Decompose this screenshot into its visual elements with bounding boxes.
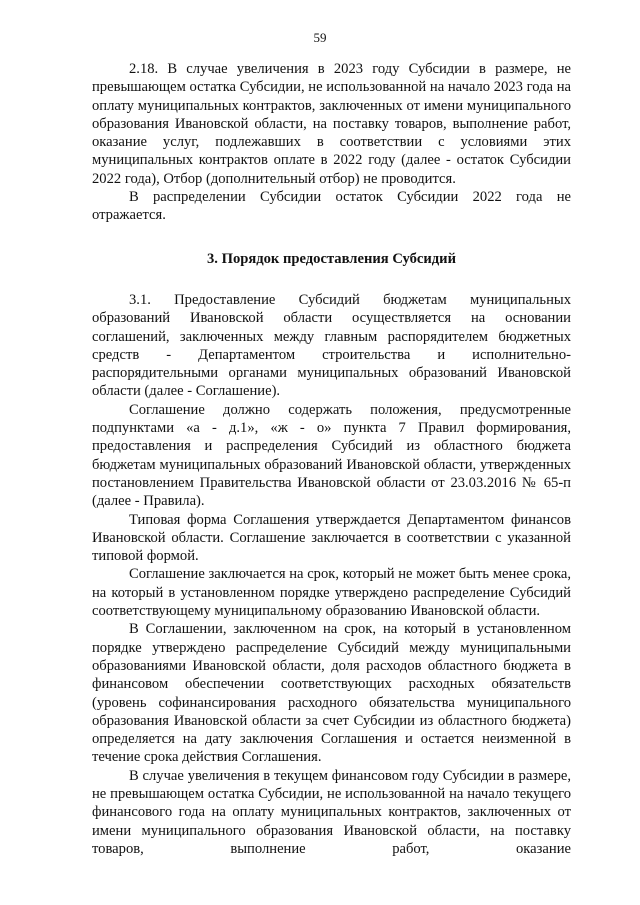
paragraph-cofinancing-share: В Соглашении, заключенном на срок, на который в установленном порядке утверждено распределение Субсидий между муниципальными образованиями Ивановской области, доля расходов областного бюджета в финансовом обеспечении соответствующих расходных обязательств (уровень софинансирования расходного обязательства муниципального образования Ивановской области за счет Субсидии из областного бюджета) определяется на дату заключения Соглашения и остается неизменной в течение срока действия Соглашения. xyxy=(92,621,571,766)
section-heading: 3. Порядок предоставления Субсидий xyxy=(207,250,456,267)
page-number: 59 xyxy=(313,30,327,45)
paragraph-subsidy-increase: В случае увеличения в текущем финансовом году Субсидии в размере, не превышающем остатка Субсидии, не использованной на начало текущего финансового года на оплату муниципальных контрактов, заключенных от имени муниципального образования Ивановской области, на поставку товаров, выполнение работ, оказание xyxy=(92,767,571,857)
paragraph-3-1: 3.1. Предоставление Субсидий бюджетам муниципальных образований Ивановской области осуществляется на основании соглашений, заключенных между главным распорядителем бюджетных средств - Департаментом строительства и исполнительно-распорядительными органами муниципальных образований Ивановской области (далее - Соглашение). xyxy=(92,291,571,400)
paragraph-2-18: 2.18. В случае увеличения в 2023 году Субсидии в размере, не превышающем остатка Субсидии, не использованной на начало 2023 года на оплату муниципальных контрактов, заключенных от имени муниципального образования Ивановской области, на поставку товаров, выполнение работ, оказание услуг, подлежавших в соответствии с условиями этих муниципальных контрактов оплате в 2022 году (далее - остаток Субсидии 2022 года), Отбор (дополнительный отбор) не проводится. xyxy=(92,61,571,187)
paragraph-agreement-term: Соглашение заключается на срок, который не может быть менее срока, на который в установленном порядке утверждено распределение Субсидий соответствующему муниципальному образованию Ивановской области. xyxy=(92,566,571,620)
document-body xyxy=(92,60,571,858)
paragraph-agreement-provisions: Соглашение должно содержать положения, предусмотренные подпунктами «а - д.1», «ж - о» пункта 7 Правил формирования, предоставления и распределения Субсидий из областного бюджета бюджетам муниципальных образований Ивановской области, утвержденных постановлением Правительства Ивановской области от 23.03.2016 № 65-п (далее - Правила). xyxy=(92,401,571,510)
paragraph-2-18-note: В распределении Субсидии остаток Субсидии 2022 года не отражается. xyxy=(92,189,571,224)
paragraph-standard-form: Типовая форма Соглашения утверждается Департаментом финансов Ивановской области. Соглашение заключается в соответствии с указанной типовой формой. xyxy=(92,511,571,565)
